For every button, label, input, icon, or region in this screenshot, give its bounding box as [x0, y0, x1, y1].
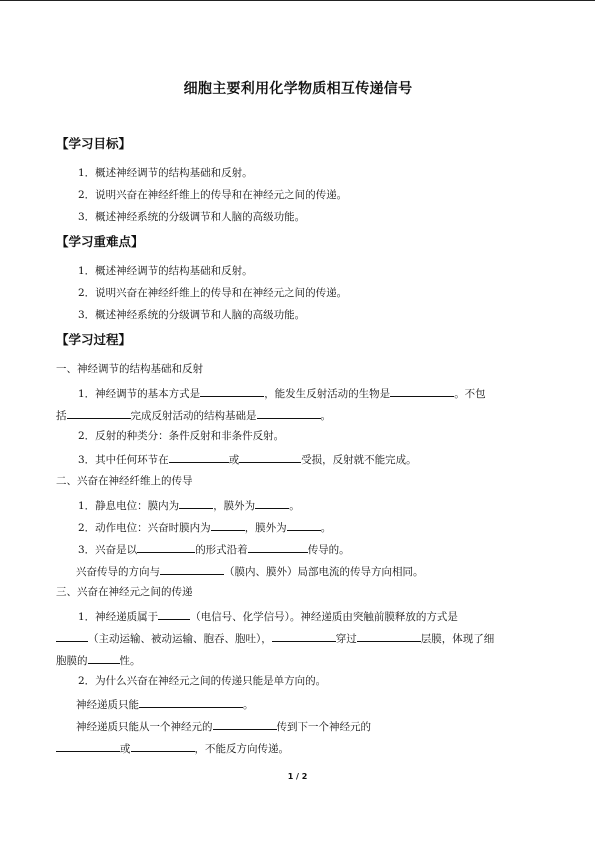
question-line: 神经递质只能从一个神经元的 传到下一个神经元的 [76, 718, 371, 734]
question-line: 1．神经调节的基本方式是 ，能发生反射活动的生物是 。不包 [78, 385, 486, 401]
blank-line[interactable] [287, 519, 321, 531]
blank-line[interactable] [248, 541, 308, 553]
keypoint-item: 2．说明兴奋在神经纤维上的传导和在神经元之间的传递。 [78, 287, 348, 299]
keypoint-item: 3．概述神经系统的分级调节和人脑的高级功能。 [78, 309, 306, 321]
blank-line[interactable] [88, 652, 120, 664]
blank-line[interactable] [239, 451, 301, 463]
question-line: 或 ，不能反方向传递。 [56, 740, 289, 756]
blank-line[interactable] [211, 519, 245, 531]
section-heading-goals: 【学习目标】 [56, 136, 132, 151]
goal-item: 3．概述神经系统的分级调节和人脑的高级功能。 [78, 211, 306, 223]
subsection-title-1: 一、神经调节的结构基础和反射 [56, 363, 203, 375]
blank-line[interactable] [200, 385, 264, 397]
blank-line[interactable] [213, 718, 277, 730]
question-line: 3．其中任何环节在 或 受损，反射就不能完成。 [78, 451, 417, 467]
blank-line[interactable] [137, 541, 195, 553]
question-line: 2．反射的种类分：条件反射和非条件反射。 [78, 430, 285, 442]
blank-line[interactable] [179, 497, 213, 509]
blank-line[interactable] [56, 630, 88, 642]
blank-line[interactable] [257, 407, 321, 419]
blank-line[interactable] [56, 740, 120, 752]
goal-item: 1．概述神经调节的结构基础和反射。 [78, 167, 253, 179]
question-line: 胞膜的 性。 [56, 652, 141, 668]
goal-item: 2．说明兴奋在神经纤维上的传导和在神经元之间的传递。 [78, 189, 348, 201]
blank-line[interactable] [390, 385, 454, 397]
blank-line[interactable] [139, 696, 243, 708]
blank-line[interactable] [158, 608, 190, 620]
question-line: 括 完成反射活动的结构基础是 。 [56, 407, 331, 423]
blank-line[interactable] [169, 451, 229, 463]
blank-line[interactable] [131, 740, 195, 752]
blank-line[interactable] [67, 407, 131, 419]
blank-line[interactable] [357, 630, 421, 642]
section-heading-keypoints: 【学习重难点】 [56, 234, 144, 249]
question-line: 1．神经递质属于 （电信号、化学信号）。神经递质由突触前膜释放的方式是 [78, 608, 458, 624]
subsection-title-2: 二、兴奋在神经纤维上的传导 [56, 475, 193, 487]
section-heading-process: 【学习过程】 [56, 332, 132, 347]
question-line: （主动运输、被动运输、胞吞、胞吐）， 穿过 层膜，体现了细 [56, 630, 494, 646]
question-line: 2．动作电位：兴奋时膜内为 ，膜外为 。 [78, 519, 331, 535]
subsection-title-3: 三、兴奋在神经元之间的传递 [56, 586, 193, 598]
question-line: 神经递质只能 。 [76, 696, 254, 712]
question-line: 3．兴奋是以 的形式沿着 传导的。 [78, 541, 350, 557]
page-title: 细胞主要利用化学物质相互传递信号 [183, 81, 413, 97]
keypoint-item: 1．概述神经调节的结构基础和反射。 [78, 265, 253, 277]
question-line: 2．为什么兴奋在神经元之间的传递只能是单方向的。 [78, 675, 327, 687]
top-border-line [0, 0, 595, 1]
question-line: 1．静息电位：膜内为 ，膜外为 。 [78, 497, 300, 513]
blank-line[interactable] [255, 497, 289, 509]
question-line: 兴奋传导的方向与 （膜内、膜外）局部电流的传导方向相同。 [76, 563, 424, 579]
page-number: 1 / 2 [287, 772, 308, 781]
blank-line[interactable] [272, 630, 336, 642]
blank-line[interactable] [160, 563, 224, 575]
